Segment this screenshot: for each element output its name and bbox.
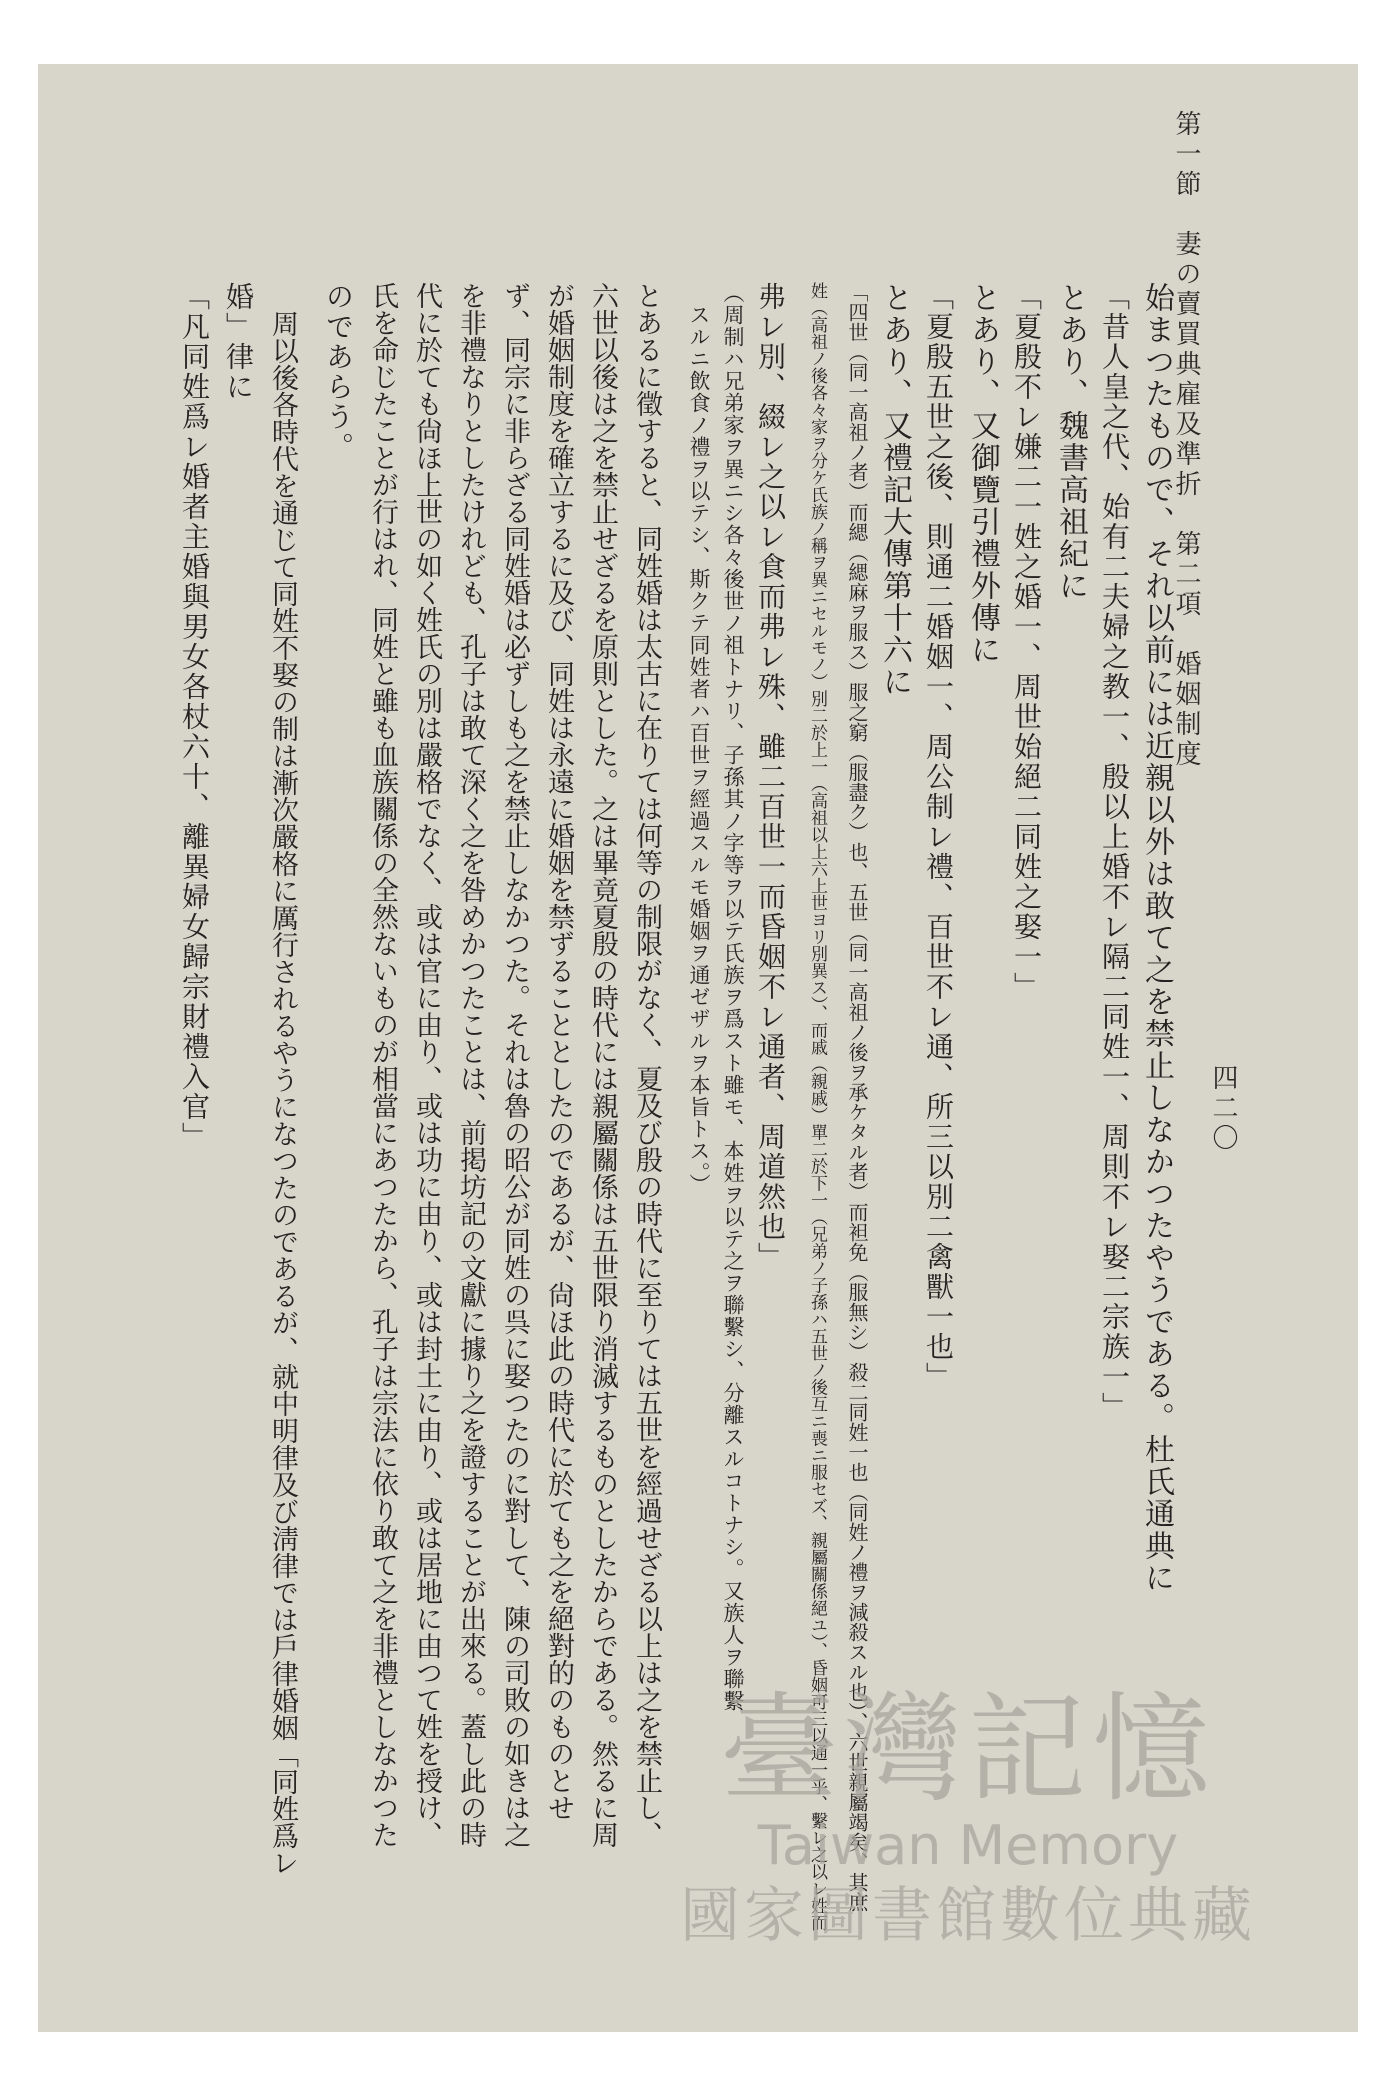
text-column: とあるに徵すると、同姓婚は太古に在りては何等の制限がなく、夏及び殷の時代に至りては五世を經過せざる以上は之を禁止し、 <box>631 282 662 1848</box>
quote-with-notes: 「四世（同一高祖ノ者）而緦（緦麻ヲ服ス）服之窮（服盡ク）也、五世（同一高祖ノ後ヲ承ケタル者）而袒免（服無シ）殺二同姓一也（同姓ノ禮ヲ減殺スル也）、六世親屬竭矣、其庶 <box>845 282 869 1912</box>
annotation-column: （周制ハ兄弟家ヲ異ニシ各々後世ノ祖トナリ、子孫其ノ字等ヲ以テ氏族ヲ爲スト雖モ、本姓ヲ以テ之ヲ聯繫シ、分離スルコトナシ。又族人ヲ聯繫 <box>721 282 745 1712</box>
text-column: とあり、又御覽引禮外傳に <box>965 282 1000 666</box>
text-column: 氏を命じたことが行はれ、同姓と雖も血族關係の全然ないものが相當にあつたから、孔子は宗法に依り敢て之を非禮としなかつた <box>367 282 398 1848</box>
quote-with-notes: 姓（高祖ノ後各々家ヲ分ケ氏族ノ稱ヲ異ニセルモノ）別二於上一（高祖以上六上世ヨリ別異ス）、而戚（親戚）單二於下一（兄弟ノ子孫ハ五世ノ後互ニ喪ニ服セズ、親屬關係絕ユ）、昏姻可三以通一乎、繫レ之以レ姓而 <box>807 282 827 1931</box>
quote-column: 「昔人皇之代、始有二夫婦之教一、殷以上婚不レ隔二同姓一、周則不レ娶二宗族一」 <box>1098 282 1131 1422</box>
text-column: を非禮なりとしたけれども、孔子は敢て深く之を咎めかつたことは、前掲坊記の文獻に據り之を證することが出來る。蓋し此の時 <box>455 282 486 1848</box>
page-number: 四二〇 <box>1208 1064 1238 1154</box>
text-column: ず、同宗に非らざる同姓婚は必ずしも之を禁止しなかつた。それは魯の昭公が同姓の呉に娶つたのに對して、陳の司敗の如きは之 <box>499 282 530 1848</box>
library-watermark <box>638 1680 1298 1984</box>
running-head: 第一節 妻の賣買典雇及準折 第二項 婚姻制度 <box>1171 110 1201 770</box>
watermark-english: Taiwan Memory <box>757 1814 1179 1877</box>
quote-column: 「夏殷不レ嫌二一姓之婚一、周世始絕二同姓之娶一」 <box>1010 282 1043 1002</box>
quote-column: 弗レ別、綴レ之以レ食而弗レ殊、雖二百世一而昏姻不レ通者、周道然也」 <box>754 282 787 1272</box>
text-column: とあり、又禮記大傳第十六に <box>877 282 912 698</box>
text-column: 代に於ても尙ほ上世の如く姓氏の別は嚴格でなく、或は官に由り、或は功に由り、或は封土に由り、或は居地に由つて姓を授け、 <box>411 282 442 1848</box>
text-column: 周以後各時代を通じて同姓不娶の制は漸次嚴格に厲行されるやうになつたのであるが、就中明律及び淸律では戶律婚姻「同姓爲レ <box>267 310 298 1876</box>
quote-column: 「凡同姓爲レ婚者主婚與男女各杖六十、離異婦女歸宗財禮入官」 <box>178 282 211 1152</box>
watermark-title: 臺灣記憶 <box>719 1680 1216 1818</box>
text-column: のであらう。 <box>322 282 355 462</box>
text-column: 婚」律に <box>222 282 255 402</box>
watermark-subtitle: 國家圖書館數位典藏 <box>680 1881 1256 1951</box>
book-page <box>38 64 1358 2032</box>
text-column: 六世以後は之を禁止せざるを原則とした。之は畢竟夏殷の時代には親屬關係は五世限り消滅するものとしたからである。然るに周 <box>587 282 618 1848</box>
text-column: が婚姻制度を確立するに及び、同姓は永遠に婚姻を禁ずることとしたのであるが、尙ほ此の時代に於ても之を絕對的のものとせ <box>543 282 574 1821</box>
annotation-column: スルニ飲食ノ禮ヲ以テシ、斯クテ同姓者ハ百世ヲ經過スルモ婚姻ヲ通ゼザルヲ本旨トス。） <box>687 304 711 1196</box>
text-column: 始まつたもので、それ以前には近親以外は敢て之を禁止しなかつたやうである。杜氏通典に <box>1139 282 1174 1594</box>
quote-column: 「夏殷五世之後、則通二婚姻一、周公制レ禮、百世不レ通、所三以別二禽獸一也」 <box>922 282 955 1392</box>
text-column: とあり、魏書高祖紀に <box>1053 282 1088 602</box>
